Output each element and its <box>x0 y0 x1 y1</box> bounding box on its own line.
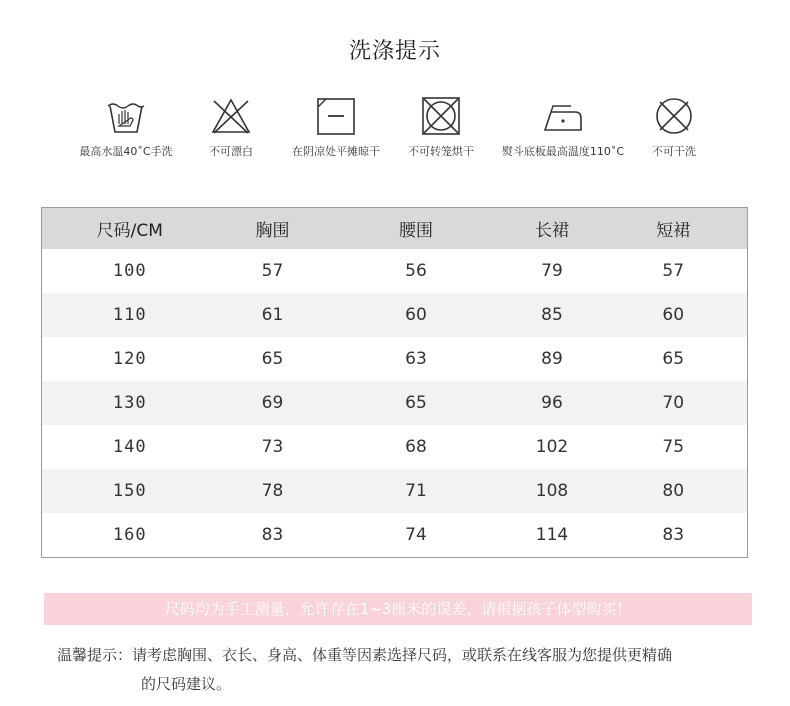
cell-chest: 57 <box>218 249 328 293</box>
care-item-no-dry-clean <box>604 96 744 159</box>
tips-section <box>57 641 757 699</box>
care-label: 熨斗底板最高温度110˚C <box>501 145 625 158</box>
table-row <box>42 337 748 381</box>
page-title: 洗涤提示 <box>348 39 441 64</box>
iron-110-icon <box>541 96 585 136</box>
cell-long-skirt: 114 <box>505 513 600 558</box>
cell-waist: 56 <box>328 249 505 293</box>
cell-short-skirt: 75 <box>600 425 748 469</box>
cell-size: 100 <box>42 249 218 293</box>
cell-chest: 78 <box>218 469 328 513</box>
cell-chest: 65 <box>218 337 328 381</box>
cell-long-skirt: 79 <box>505 249 600 293</box>
shade-dry-flat-icon <box>314 96 358 136</box>
table-row <box>42 513 748 558</box>
care-label: 在阴凉处平摊晾干 <box>292 145 380 158</box>
cell-chest: 61 <box>218 293 328 337</box>
table-row <box>42 381 748 425</box>
cell-long-skirt: 85 <box>505 293 600 337</box>
cell-size: 160 <box>42 513 218 558</box>
care-label: 最高水温40˚C手洗 <box>79 145 173 158</box>
tips-line-2: 的尺码建议。 <box>141 675 232 693</box>
no-bleach-icon <box>209 96 253 136</box>
table-row <box>42 293 748 337</box>
header-chest: 胸围 <box>218 208 328 250</box>
care-item-no-tumble <box>371 96 511 159</box>
cell-waist: 71 <box>328 469 505 513</box>
cell-size: 110 <box>42 293 218 337</box>
care-label: 不可干洗 <box>652 145 696 158</box>
cell-waist: 65 <box>328 381 505 425</box>
tips-line-1 <box>57 641 757 670</box>
cell-size: 120 <box>42 337 218 381</box>
measurement-note-banner: 尺码均为手工测量，允许存在1~3厘米的误差，请根据孩子体型购买！ <box>44 593 752 625</box>
cell-short-skirt: 70 <box>600 381 748 425</box>
table-row <box>42 469 748 513</box>
care-label: 不可转笼烘干 <box>408 145 474 158</box>
cell-short-skirt: 57 <box>600 249 748 293</box>
cell-waist: 63 <box>328 337 505 381</box>
header-long-skirt: 长裙 <box>505 208 600 250</box>
table-row <box>42 249 748 293</box>
care-instructions <box>0 96 790 166</box>
table-row <box>42 425 748 469</box>
cell-long-skirt: 108 <box>505 469 600 513</box>
table-header-row <box>42 208 748 250</box>
header-short-skirt: 短裙 <box>600 208 748 250</box>
cell-waist: 60 <box>328 293 505 337</box>
tips-label: 温馨提示： <box>57 646 133 664</box>
cell-short-skirt: 65 <box>600 337 748 381</box>
cell-chest: 69 <box>218 381 328 425</box>
cell-size: 150 <box>42 469 218 513</box>
cell-size: 130 <box>42 381 218 425</box>
cell-size: 140 <box>42 425 218 469</box>
cell-long-skirt: 89 <box>505 337 600 381</box>
cell-chest: 73 <box>218 425 328 469</box>
tips-text-1: 请考虑胸围、衣长、身高、体重等因素选择尺码，或联系在线客服为您提供更精确 <box>132 646 673 664</box>
care-label: 不可漂白 <box>209 145 253 158</box>
cell-short-skirt: 80 <box>600 469 748 513</box>
cell-short-skirt: 60 <box>600 293 748 337</box>
no-tumble-dry-icon <box>419 96 463 136</box>
cell-waist: 68 <box>328 425 505 469</box>
size-chart-table <box>41 207 748 558</box>
cell-long-skirt: 96 <box>505 381 600 425</box>
no-dry-clean-icon <box>652 96 696 136</box>
header-waist: 腰围 <box>328 208 505 250</box>
cell-short-skirt: 83 <box>600 513 748 558</box>
cell-chest: 83 <box>218 513 328 558</box>
cell-long-skirt: 102 <box>505 425 600 469</box>
wash-40-hand-icon <box>104 96 148 136</box>
cell-waist: 74 <box>328 513 505 558</box>
header-size: 尺码/CM <box>42 208 218 250</box>
